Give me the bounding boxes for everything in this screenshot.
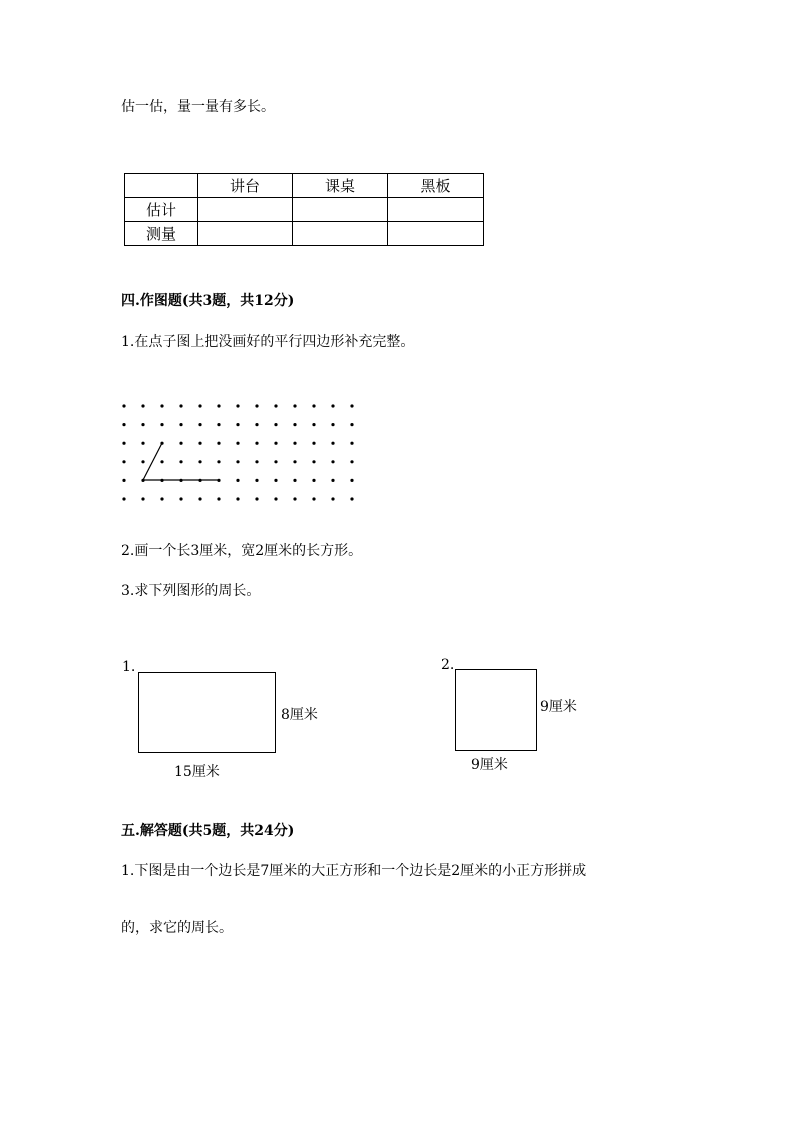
grid-dot[interactable] [350,497,353,500]
grid-dot[interactable] [255,460,258,463]
question-4-2: 2.画一个长3厘米，宽2厘米的长方形。 [121,543,363,559]
grid-dot[interactable] [293,442,296,445]
row-label: 估计 [125,198,198,222]
grid-dot[interactable] [160,423,163,426]
grid-dot[interactable] [141,497,144,500]
grid-dot[interactable] [274,423,277,426]
figure-2-side-label: 9厘米 [540,699,577,715]
grid-dot[interactable] [312,479,315,482]
grid-dot[interactable] [331,404,334,407]
section-4-heading: 四.作图题(共3题，共12分) [121,293,295,309]
grid-dot[interactable] [331,497,334,500]
grid-dot[interactable] [312,497,315,500]
grid-dot[interactable] [217,442,220,445]
question-5-1-line-1: 1.下图是由一个边长是7厘米的大正方形和一个边长是2厘米的小正方形拼成 [121,863,587,879]
grid-dot[interactable] [274,479,277,482]
section-5-heading: 五.解答题(共5题，共24分) [121,823,295,839]
grid-dot[interactable] [274,460,277,463]
grid-dot[interactable] [217,404,220,407]
grid-dot[interactable] [198,460,201,463]
grid-dot[interactable] [255,497,258,500]
grid-dot[interactable] [122,423,125,426]
question-4-3: 3.求下列图形的周长。 [121,583,261,599]
figure-2-bottom-label: 9厘米 [471,757,508,773]
grid-dot[interactable] [179,442,182,445]
grid-dot[interactable] [236,497,239,500]
grid-dot[interactable] [198,423,201,426]
grid-dot[interactable] [198,497,201,500]
grid-dot[interactable] [122,442,125,445]
grid-dot[interactable] [274,497,277,500]
grid-dot[interactable] [122,497,125,500]
grid-dot[interactable] [293,479,296,482]
grid-dot[interactable] [293,423,296,426]
grid-dot[interactable] [331,460,334,463]
figure-1-number: 1. [122,659,136,675]
grid-dot[interactable] [179,423,182,426]
grid-dot[interactable] [179,497,182,500]
grid-dot[interactable] [141,404,144,407]
grid-dot[interactable] [217,497,220,500]
row-label: 测量 [125,222,198,246]
grid-dot[interactable] [179,460,182,463]
grid-dot[interactable] [160,497,163,500]
grid-dot[interactable] [312,423,315,426]
grid-dot[interactable] [312,442,315,445]
grid-dot[interactable] [312,404,315,407]
grid-dot[interactable] [236,460,239,463]
grid-dot[interactable] [350,479,353,482]
grid-dot[interactable] [122,404,125,407]
grid-dot[interactable] [217,423,220,426]
grid-dot[interactable] [236,442,239,445]
grid-dot[interactable] [274,442,277,445]
square-figure [456,670,537,751]
grid-dot[interactable] [122,479,125,482]
grid-dot[interactable] [350,423,353,426]
grid-dot[interactable] [255,479,258,482]
grid-dot[interactable] [236,479,239,482]
grid-dot[interactable] [350,460,353,463]
grid-dot[interactable] [179,404,182,407]
question-5-1-line-2: 的，求它的周长。 [121,920,233,936]
grid-dot[interactable] [236,404,239,407]
figure-1-bottom-label: 15厘米 [174,764,220,780]
intro-text: 估一估，量一量有多长。 [121,99,275,115]
grid-dot[interactable] [255,423,258,426]
rectangle-figure [139,673,276,753]
grid-dot[interactable] [312,460,315,463]
table-header-cell: 黑板 [388,174,484,198]
grid-dot[interactable] [141,442,144,445]
table-header-cell: 课桌 [293,174,388,198]
figure-2-number: 2. [441,657,455,673]
grid-dot[interactable] [293,497,296,500]
grid-dot[interactable] [293,404,296,407]
grid-dot[interactable] [255,442,258,445]
grid-dot[interactable] [217,460,220,463]
grid-dot[interactable] [141,423,144,426]
grid-dot[interactable] [350,404,353,407]
grid-dot[interactable] [236,423,239,426]
grid-dot[interactable] [160,460,163,463]
figure-1-side-label: 8厘米 [281,707,318,723]
table-header-cell: 讲台 [198,174,293,198]
grid-dot[interactable] [160,404,163,407]
grid-dot[interactable] [331,423,334,426]
parallelogram-side-line [143,443,162,480]
grid-dot[interactable] [198,404,201,407]
grid-dot[interactable] [331,442,334,445]
grid-dot[interactable] [274,404,277,407]
grid-dot[interactable] [141,460,144,463]
question-4-1: 1.在点子图上把没画好的平行四边形补充完整。 [121,334,415,350]
grid-dot[interactable] [331,479,334,482]
grid-dot[interactable] [293,460,296,463]
grid-dot[interactable] [198,442,201,445]
grid-dot[interactable] [255,404,258,407]
grid-dot[interactable] [350,442,353,445]
grid-dot[interactable] [122,460,125,463]
